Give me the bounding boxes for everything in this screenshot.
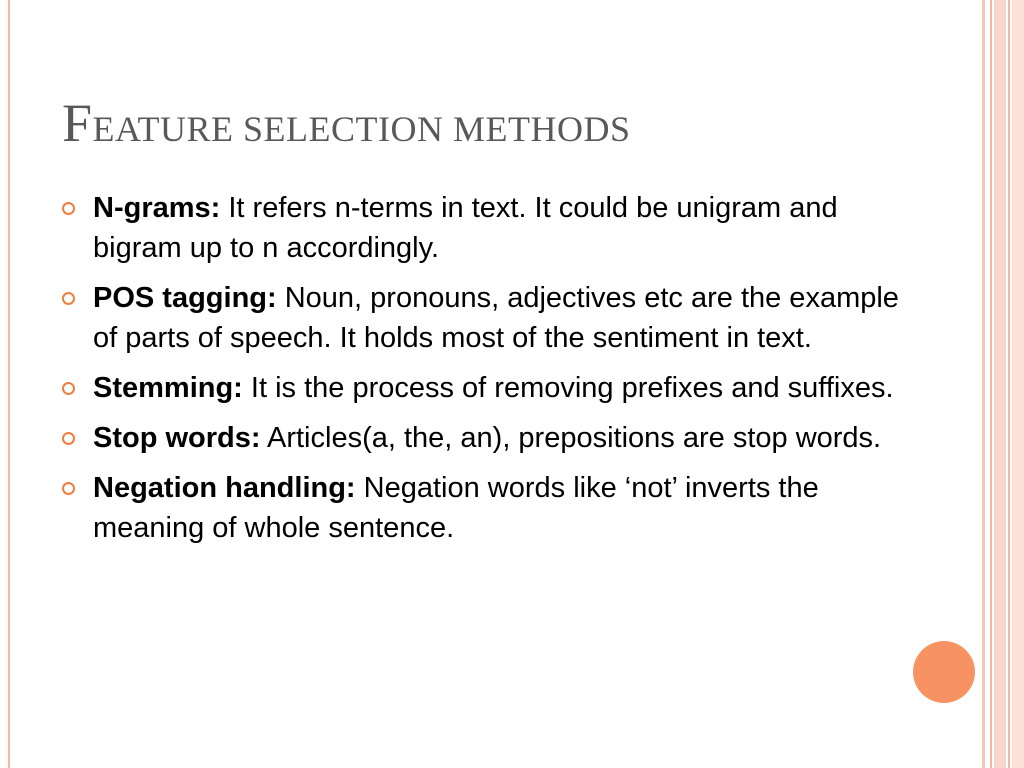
left-border-line (8, 0, 10, 768)
bullet-term: POS tagging: (93, 282, 277, 314)
bullet-item (62, 278, 912, 358)
bullet-text: Articles(a, the, an), prepositions are stop words. (260, 422, 882, 454)
ring-bullet-icon (62, 202, 75, 215)
ring-bullet-icon (62, 482, 75, 495)
ring-bullet-icon (62, 432, 75, 445)
bullet-item (62, 468, 912, 548)
right-border-band (994, 0, 1006, 768)
right-border-band (1012, 0, 1024, 768)
right-border-band (982, 0, 985, 768)
bullet-item (62, 418, 912, 458)
right-border-band (990, 0, 992, 768)
ring-bullet-icon (62, 382, 75, 395)
bullet-text: Negation words like ‘not’ inverts the meaning of whole sentence. (93, 472, 819, 544)
slide-title-rest: EATURE SELECTION METHODS (92, 109, 631, 149)
slide-title (62, 90, 942, 162)
slide-title-initial: F (62, 93, 93, 153)
bullet-item (62, 188, 912, 268)
bullet-text: It refers n-terms in text. It could be unigram and bigram up to n accordingly. (93, 192, 838, 264)
decorative-circle (913, 641, 975, 703)
bullet-term: Stemming: (93, 372, 243, 404)
bullet-term: N-grams: (93, 192, 221, 224)
right-border-band (1008, 0, 1010, 768)
bullet-term: Negation handling: (93, 472, 356, 504)
bullet-text: Noun, pronouns, adjectives etc are the example of parts of speech. It holds most of the sentiment in text. (93, 282, 899, 354)
bullet-term: Stop words: (93, 422, 261, 454)
bullet-text: It is the process of removing prefixes and suffixes. (242, 372, 894, 404)
bullet-item (62, 368, 912, 408)
bullet-list (62, 188, 912, 558)
ring-bullet-icon (62, 292, 75, 305)
